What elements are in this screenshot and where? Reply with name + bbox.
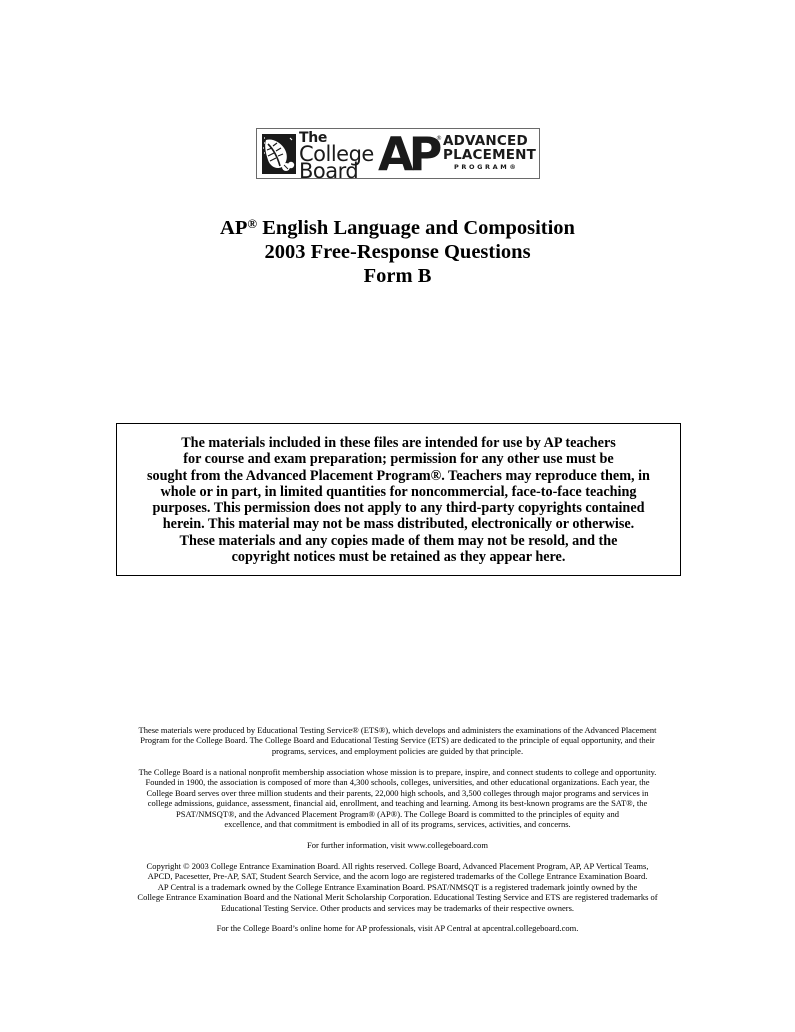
further-info-line: For further information, visit www.collegeboard.com xyxy=(307,840,488,850)
acorn-leaf-icon xyxy=(262,134,296,174)
ap-program-wordmark: ADVANCED PLACEMENT PROGRAM® xyxy=(443,133,537,171)
title-exam-year: 2003 Free-Response Questions xyxy=(264,241,531,263)
ap-registered-mark: ® xyxy=(436,135,442,142)
title-form: Form B xyxy=(363,265,432,287)
ets-paragraph: These materials were produced by Educational Testing Service® (ETS®), which develops and administers the examinations of the Advanced Placement Program for the College Board. The College Board and Educational Testing Service (ETS) are dedicated to the principle of equal opportunity, and their programs, services, and employment policies are guided by that principle. xyxy=(138,725,657,756)
copyright-paragraph: Copyright © 2003 College Entrance Examination Board. All rights reserved. College Board, Advanced Placement Program, AP, AP Vertical Teams, APCD, Pacesetter, Pre-AP, SAT, Student Search Service, and the acorn logo are registered trademarks of the College Entrance Examination Board. AP Central is a trademark owned by the College Entrance Examination Board. PSAT/NMSQT is a registered trademark jointly owned by the College Entrance Examination Board and the National Merit Scholarship Corporation. Educational Testing Service and ETS are registered trademarks of Educational Testing Service. Other products and services may be trademarks of their respective owners. xyxy=(137,861,658,913)
usage-notice-box xyxy=(116,423,681,576)
ap-mark: AP xyxy=(378,127,438,181)
college-board-paragraph: The College Board is a national nonprofit membership association whose mission is to prepare, inspire, and connect students to college and opportunity. Founded in 1900, the association is composed of more than 4,300 schools, colleges, universities, and other educational organizations. Each year, the College Board serves over three million students and their parents, 22,000 high schools, and 3,500 colleges through major programs and services in college admissions, guidance, assessment, financial aid, enrollment, and teaching and learning. Among its best-known programs are the SAT®, the PSAT/NMSQT®, and the Advanced Placement Program® (AP®). The College Board is committed to the principles of equity and excellence, and that commitment is embodied in all of its programs, services, activities, and concerns. xyxy=(138,767,657,830)
document-title xyxy=(0,216,795,288)
ap-central-line: For the College Board’s online home for AP professionals, visit AP Central at apcentral.collegeboard.com. xyxy=(216,923,579,933)
title-subject: AP® English Language and Composition xyxy=(220,216,575,239)
college-board-wordmark: The College Board xyxy=(299,130,374,183)
college-board-ap-logo xyxy=(256,127,540,183)
usage-notice-text: The materials included in these files are intended for use by AP teachers for course and exam preparation; permission for any other use must be sought from the Advanced Placement Program®. Teachers may reproduce them, in whole or in part, in limited quantities for noncommercial, face-to-face teaching purposes. This permission does not apply to any third-party copyrights contained herein. This material may not be mass distributed, electronically or otherwise. These materials and any copies made of them may not be resold, and the copyright notices must be retained as they appear here. xyxy=(147,435,650,566)
